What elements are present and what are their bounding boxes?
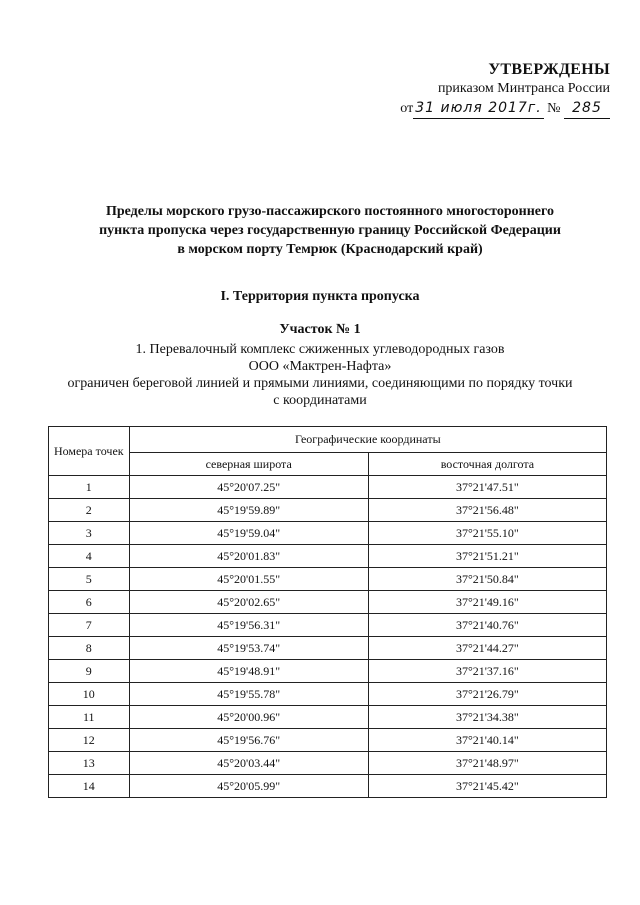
description-line: ограничен береговой линией и прямыми линиями, соединяющими по порядку точки [67,376,573,391]
table-row [49,706,607,729]
complex-name: 1. Перевалочный комплекс сжиженных углеводородных газов [135,342,505,357]
latitude-cell: 45°19'56.76" [129,729,368,752]
table-row [49,568,607,591]
latitude-cell: 45°19'59.89" [129,499,368,522]
title-line: пункта пропуска через государственную границу Российской Федерации [99,223,561,238]
latitude-cell: 45°19'56.31" [129,614,368,637]
header-point-numbers: Номера точек [49,427,130,476]
latitude-cell: 45°19'48.91" [129,660,368,683]
longitude-cell: 37°21'55.10" [368,522,606,545]
coordinates-table [48,426,607,798]
table-row [49,499,607,522]
point-number: 14 [49,775,130,798]
table-row [49,545,607,568]
longitude-cell: 37°21'40.76" [368,614,606,637]
longitude-cell: 37°21'37.16" [368,660,606,683]
latitude-cell: 45°20'02.65" [129,591,368,614]
latitude-cell: 45°19'55.78" [129,683,368,706]
company-name: ООО «Мактрен-Нафта» [248,359,392,374]
title-line: Пределы морского грузо-пассажирского постоянного многостороннего [105,204,555,219]
point-number: 2 [49,499,130,522]
point-number: 9 [49,660,130,683]
table-row [49,637,607,660]
table-row [49,614,607,637]
latitude-cell: 45°20'01.55" [129,568,368,591]
point-number: 12 [49,729,130,752]
longitude-cell: 37°21'51.21" [368,545,606,568]
table-row [49,476,607,499]
table-row [49,660,607,683]
order-line: приказом Минтранса России [437,81,610,96]
subsection-heading: Участок № 1 [279,322,361,337]
order-reference [400,98,610,119]
longitude-cell: 37°21'48.97" [368,752,606,775]
table-row [49,775,607,798]
header-geo-coordinates: Географические координаты [129,427,606,453]
latitude-cell: 45°20'07.25" [129,476,368,499]
date-prefix: от [400,101,414,116]
latitude-cell: 45°20'05.99" [129,775,368,798]
latitude-cell: 45°20'00.96" [129,706,368,729]
point-number: 7 [49,614,130,637]
table-row [49,752,607,775]
table-row [49,729,607,752]
longitude-cell: 37°21'45.42" [368,775,606,798]
point-number: 4 [49,545,130,568]
number-prefix: № [547,101,561,116]
title-line: в морском порту Темрюк (Краснодарский край) [177,242,483,257]
header-longitude: восточная долгота [368,453,606,476]
point-number: 6 [49,591,130,614]
latitude-cell: 45°20'03.44" [129,752,368,775]
document-title [40,202,620,259]
longitude-cell: 37°21'49.16" [368,591,606,614]
point-number: 5 [49,568,130,591]
table-row [49,683,607,706]
longitude-cell: 37°21'56.48" [368,499,606,522]
table-row [49,591,607,614]
handwritten-number: 285 [564,98,610,119]
description-line: с координатами [273,393,367,408]
point-number: 10 [49,683,130,706]
handwritten-date: 31 июля 2017г. [413,98,543,119]
area-description [20,341,620,409]
longitude-cell: 37°21'50.84" [368,568,606,591]
section-heading: I. Территория пункта пропуска [220,289,420,304]
latitude-cell: 45°19'59.04" [129,522,368,545]
point-number: 8 [49,637,130,660]
latitude-cell: 45°19'53.74" [129,637,368,660]
approved-title: УТВЕРЖДЕНЫ [488,61,610,78]
table-row [49,522,607,545]
header-latitude: северная широта [129,453,368,476]
longitude-cell: 37°21'40.14" [368,729,606,752]
longitude-cell: 37°21'44.27" [368,637,606,660]
point-number: 13 [49,752,130,775]
longitude-cell: 37°21'26.79" [368,683,606,706]
point-number: 11 [49,706,130,729]
approval-stamp [400,60,610,119]
longitude-cell: 37°21'34.38" [368,706,606,729]
point-number: 3 [49,522,130,545]
longitude-cell: 37°21'47.51" [368,476,606,499]
point-number: 1 [49,476,130,499]
latitude-cell: 45°20'01.83" [129,545,368,568]
